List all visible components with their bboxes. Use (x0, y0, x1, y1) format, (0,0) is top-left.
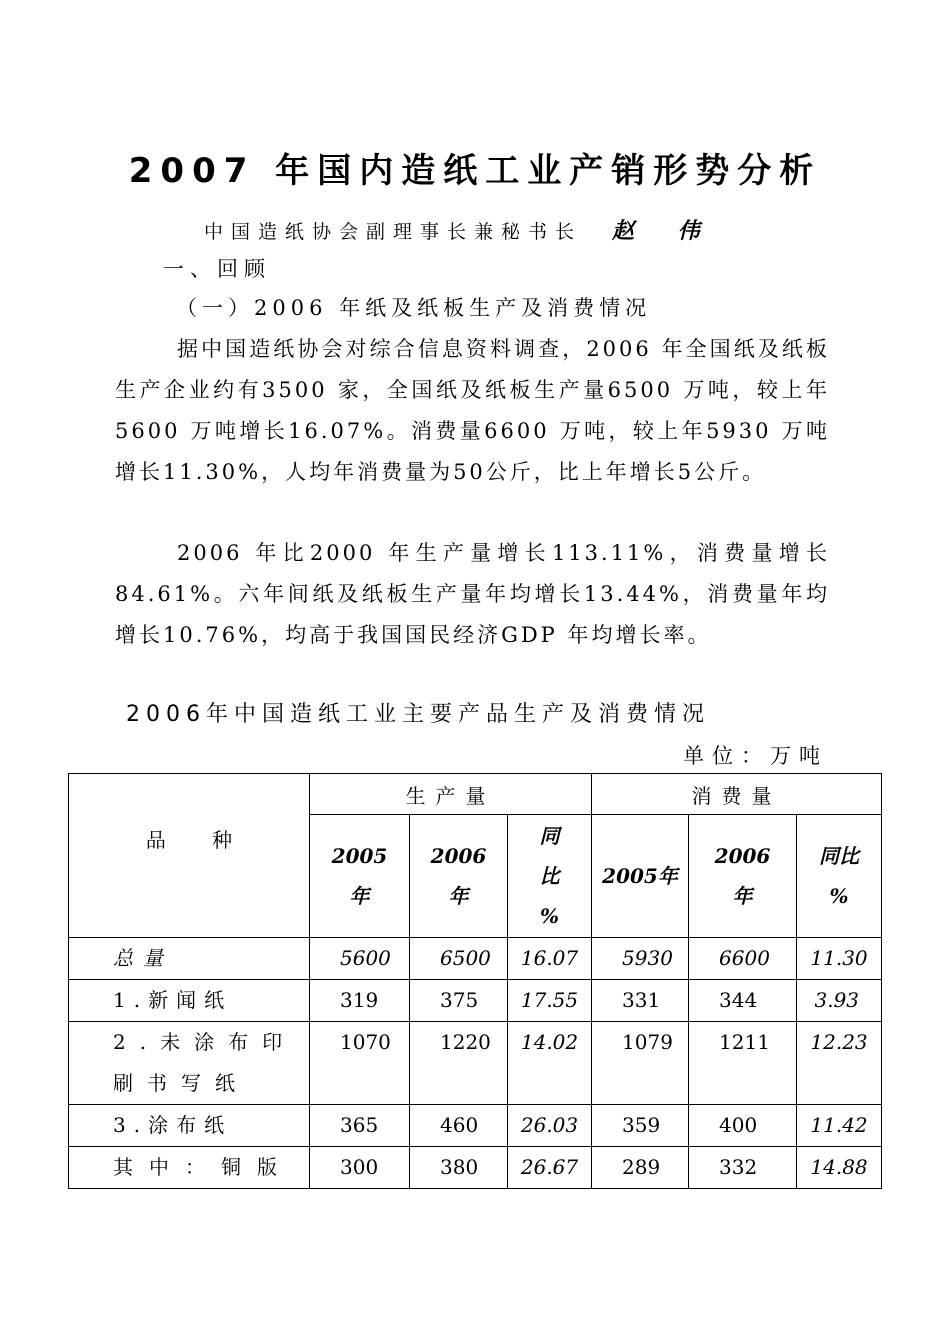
paragraph-1: 据中国造纸协会对综合信息资料调查，2006 年全国纸及纸板生产企业约有3500 家，全国纸及纸板生产量6500 万吨，较上年5600 万吨增长16.07%。消费量6600 万吨，较上年5930 万吨增长11.30%，人均年消费量为50公斤，比上年增长5公斤。 (115, 337, 830, 484)
author-name: 赵 伟 (612, 218, 718, 244)
cell-value: 1220 (410, 1022, 508, 1105)
header-prod-2006 (410, 815, 508, 938)
cell-value: 1211 (689, 1022, 797, 1105)
header-text: 年 (349, 884, 370, 908)
cell-value: 319 (310, 980, 410, 1022)
header-text: % (829, 884, 849, 908)
header-text: 2005 (331, 844, 388, 868)
header-production: 生产量 (310, 774, 592, 815)
cell-value: 289 (592, 1147, 689, 1189)
cell-value: 1070 (310, 1022, 410, 1105)
cell-value: 365 (310, 1105, 410, 1147)
cell-value: 26.67 (508, 1147, 592, 1189)
header-text: 年 (732, 884, 753, 908)
table-title: 2006年中国造纸工业主要产品生产及消费情况 (126, 702, 710, 727)
header-prod-2005 (310, 815, 410, 938)
cell-value: 332 (689, 1147, 797, 1189)
cell-value: 1079 (592, 1022, 689, 1105)
cell-value: 375 (410, 980, 508, 1022)
paragraph-2: 2006 年比2000 年生产量增长113.11%，消费量增长84.61%。六年间纸及纸板生产量年均增长13.44%，消费量年均增长10.76%，均高于我国国民经济GDP 年均增长率。 (115, 541, 830, 647)
cell-value: 460 (410, 1105, 508, 1147)
row-name: 2.未涂布印刷书写纸 (69, 1022, 310, 1105)
header-text: 2006 (714, 844, 771, 868)
header-text: % (540, 904, 560, 928)
header-cons-2005 (592, 815, 689, 938)
table-row (69, 1022, 882, 1105)
header-text: 同比 (819, 844, 860, 868)
author-line (204, 214, 718, 245)
cell-value: 5600 (310, 938, 410, 980)
header-cons-2006 (689, 815, 797, 938)
header-consumption: 消费量 (592, 774, 882, 815)
header-prod-yoy (508, 815, 592, 938)
cell-value: 26.03 (508, 1105, 592, 1147)
table-unit: 单位：万吨 (683, 744, 828, 768)
header-text: 2005年 (602, 864, 678, 888)
cell-value: 16.07 (508, 938, 592, 980)
cell-value: 5930 (592, 938, 689, 980)
cell-value: 11.42 (797, 1105, 882, 1147)
header-text: 同 (539, 824, 560, 848)
cell-value: 6600 (689, 938, 797, 980)
document-title: 2007 年国内造纸工业产销形势分析 (128, 151, 822, 191)
row-name: 1.新闻纸 (69, 980, 310, 1022)
table-row (69, 1105, 882, 1147)
cell-value: 14.02 (508, 1022, 592, 1105)
cell-value: 6500 (410, 938, 508, 980)
cell-value: 14.88 (797, 1147, 882, 1189)
row-name: 其中：铜版 (69, 1147, 310, 1189)
production-consumption-table (68, 773, 882, 1189)
header-cons-yoy (797, 815, 882, 938)
header-category: 品 种 (69, 774, 310, 938)
cell-value: 17.55 (508, 980, 592, 1022)
cell-value: 12.23 (797, 1022, 882, 1105)
row-name: 3.涂布纸 (69, 1105, 310, 1147)
cell-value: 344 (689, 980, 797, 1022)
header-text: 比 (539, 864, 560, 888)
cell-value: 359 (592, 1105, 689, 1147)
section-heading: 一、回顾 (163, 257, 271, 281)
table-row (69, 980, 882, 1022)
cell-value: 3.93 (797, 980, 882, 1022)
header-text: 2006 (430, 844, 487, 868)
subsection-heading: （一）2006 年纸及纸板生产及消费情况 (176, 296, 652, 320)
cell-value: 400 (689, 1105, 797, 1147)
cell-value: 380 (410, 1147, 508, 1189)
cell-value: 331 (592, 980, 689, 1022)
row-name: 总量 (69, 938, 310, 980)
table-row (69, 1147, 882, 1189)
cell-value: 11.30 (797, 938, 882, 980)
cell-value: 300 (310, 1147, 410, 1189)
author-role: 中国造纸协会副理事长兼秘书长 (204, 221, 583, 243)
header-text: 年 (448, 884, 469, 908)
table-row (69, 938, 882, 980)
